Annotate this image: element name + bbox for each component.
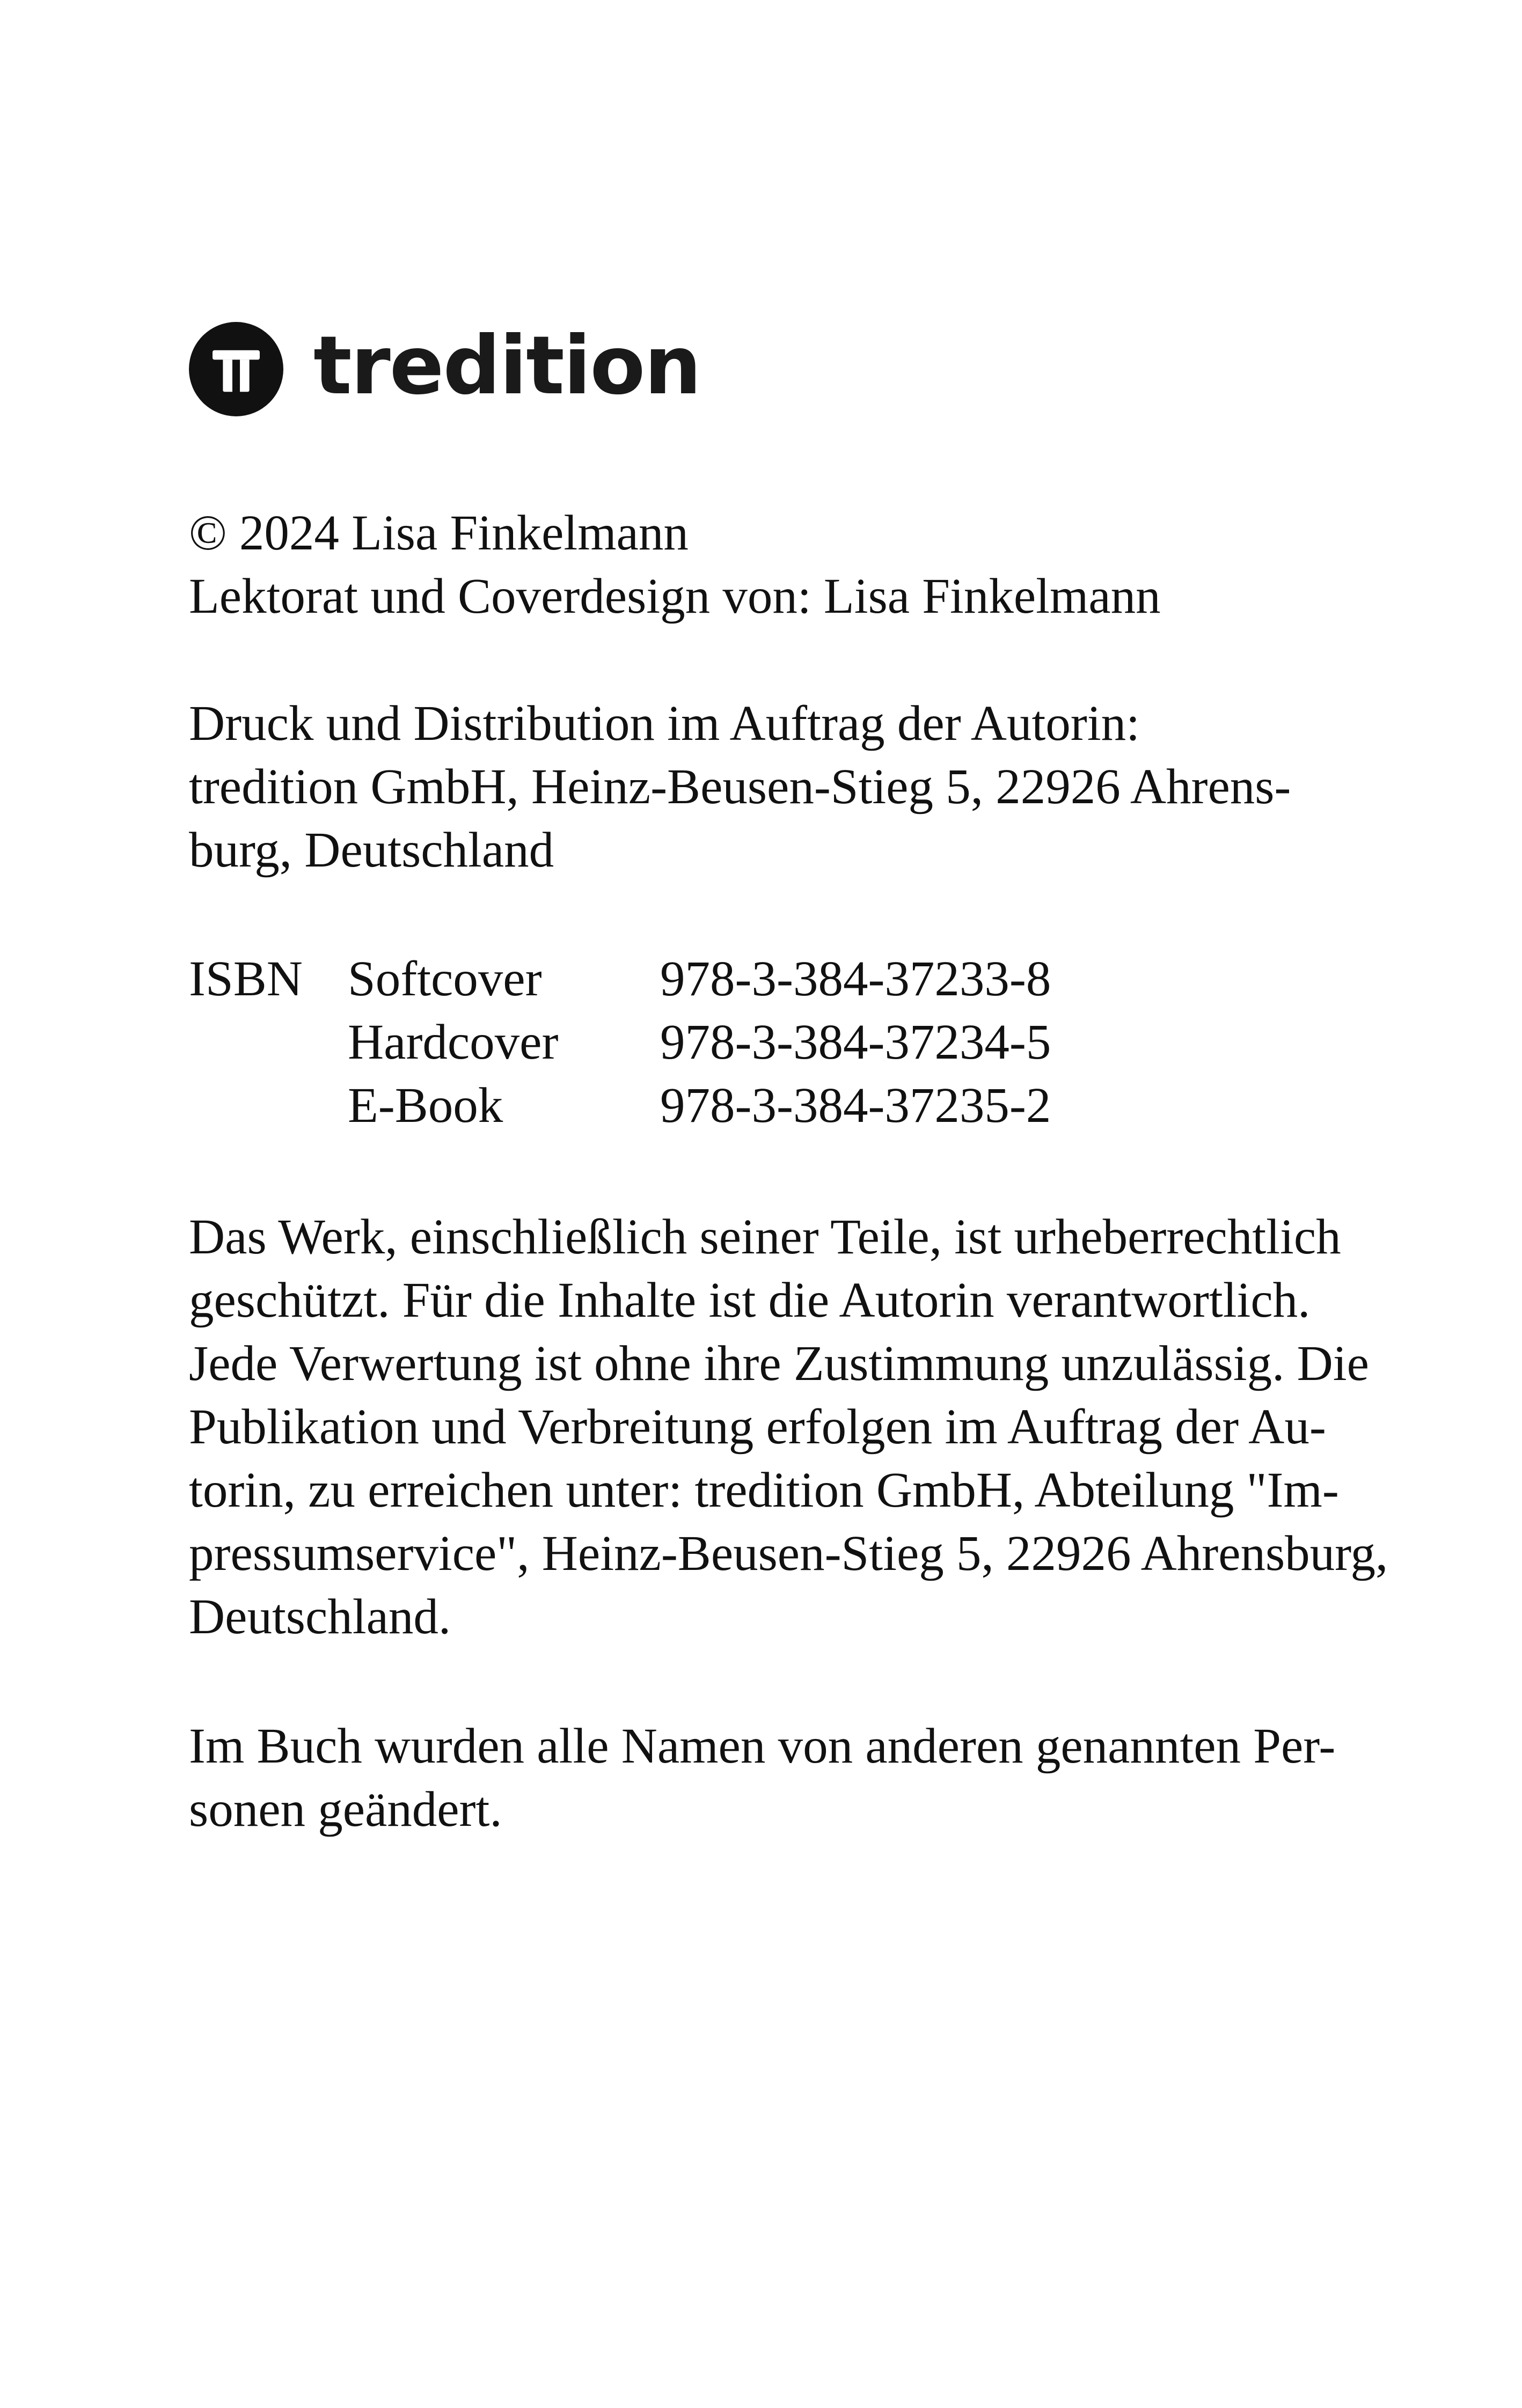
note-line: Im Buch wurden alle Namen von anderen genannten Per- [189, 1719, 1336, 1774]
legal-line: Das Werk, einschließlich seiner Teile, ist urheberrechtlich [189, 1209, 1341, 1265]
legal-line: geschützt. Für die Inhalte ist die Autorin verantwortlich. [189, 1273, 1311, 1328]
distribution-line: tredition GmbH, Heinz-Beusen-Stieg 5, 22926 Ahrens- [189, 759, 1291, 814]
copyright-block [189, 502, 1343, 628]
copyright-line: © 2024 Lisa Finkelmann [189, 505, 689, 561]
isbn-label: ISBN [189, 951, 303, 1007]
legal-line: Publikation und Verbreitung erfolgen im Auftrag der Au- [189, 1399, 1326, 1455]
note-line: sonen geändert. [189, 1782, 502, 1837]
isbn-format: Hardcover [348, 1015, 559, 1070]
legal-line: Deutschland. [189, 1589, 451, 1645]
isbn-format: Softcover [348, 951, 542, 1007]
isbn-number: 978-3-384-37233-8 [660, 951, 1051, 1007]
distribution-line: burg, Deutschland [189, 823, 554, 878]
tredition-logo-icon [189, 322, 283, 416]
isbn-number: 978-3-384-37235-2 [660, 1078, 1051, 1133]
publisher-wordmark: tredition [313, 319, 701, 413]
isbn-format: E-Book [348, 1078, 503, 1133]
names-note [189, 1715, 1343, 1841]
isbn-number: 978-3-384-37234-5 [660, 1015, 1051, 1070]
legal-notice [189, 1206, 1388, 1649]
legal-line: pressumservice", Heinz-Beusen-Stieg 5, 22926 Ahrensburg, [189, 1526, 1388, 1581]
publisher-logo [189, 319, 701, 416]
distribution-block [189, 692, 1343, 882]
legal-line: Jede Verwertung ist ohne ihre Zustimmung unzulässig. Die [189, 1336, 1369, 1391]
distribution-line: Druck und Distribution im Auftrag der Autorin: [189, 696, 1140, 751]
credits-line: Lektorat und Coverdesign von: Lisa Finkelmann [189, 569, 1161, 624]
legal-line: torin, zu erreichen unter: tredition GmbH, Abteilung "Im- [189, 1463, 1339, 1518]
